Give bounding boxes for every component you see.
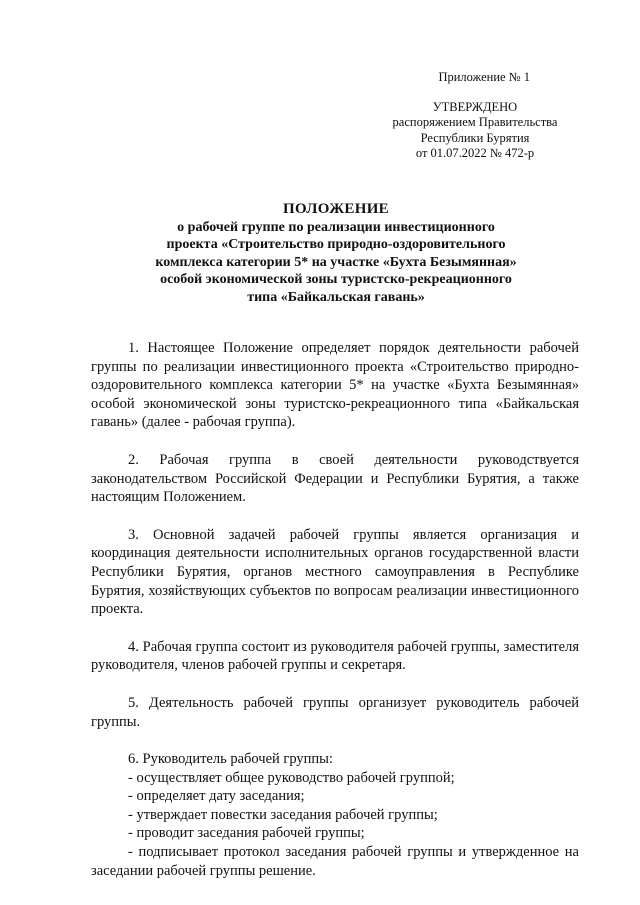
document-title <box>120 201 552 306</box>
approved-label: УТВЕРЖДЕНО <box>432 99 518 114</box>
annex-label: Приложение № 1 <box>438 70 530 84</box>
title-line: проекта «Строительство природно-оздоровительного <box>166 237 506 252</box>
approved-date-line: от 01.07.2022 № 472-р <box>415 146 535 160</box>
paragraph-3: 3. Основной задачей рабочей группы является организация и координация деятельности исполнительных органов государственной власти Республики Бурятия, органов местного самоуправления в Республике Бурятия, хозяйствующих субъектов по вопросам реализации инвестиционного проекта. <box>91 526 579 618</box>
document-body <box>91 339 579 880</box>
list-item: - утверждает повестки заседания рабочей группы; <box>128 806 438 823</box>
approval-stamp <box>360 70 590 162</box>
list-item: - подписывает протокол заседания рабочей группы и утвержденное на заседании рабочей группы решение. <box>91 844 579 879</box>
approved-by-line: распоряжением Правительства <box>392 115 558 129</box>
title-line: особой экономической зоны туристско-рекреационного <box>160 272 512 287</box>
title-line: о рабочей группе по реализации инвестиционного <box>177 219 495 235</box>
list-item: - определяет дату заседания; <box>128 788 305 805</box>
title-line: комплекса категории 5* на участке «Бухта Безымянная» <box>155 254 517 270</box>
title-line: типа «Байкальская гавань» <box>247 289 425 305</box>
paragraph-2: 2. Рабочая группа в своей деятельности руководствуется законодательством Российской Федерации и Республики Бурятия, а также настоящим Положением. <box>91 451 579 506</box>
paragraph-1: 1. Настоящее Положение определяет порядок деятельности рабочей группы по реализации инвестиционного проекта «Строительство природно-оздоровительного комплекса категории 5* на участке «Бухта Безымянная» особой экономической зоны туристско-рекреационного типа «Байкальская гавань» (далее - рабочая группа). <box>91 340 579 431</box>
title-heading: ПОЛОЖЕНИЕ <box>283 201 389 217</box>
approved-region-line: Республики Бурятия <box>420 130 530 145</box>
paragraph-6-intro: 6. Руководитель рабочей группы: <box>128 751 333 768</box>
paragraph-4: 4. Рабочая группа состоит из руководителя рабочей группы, заместителя руководителя, членов рабочей группы и секретаря. <box>91 638 579 674</box>
list-item: - осуществляет общее руководство рабочей группой; <box>128 769 455 786</box>
list-item: - проводит заседания рабочей группы; <box>128 825 365 842</box>
paragraph-5: 5. Деятельность рабочей группы организует руководитель рабочей группы. <box>91 694 579 730</box>
